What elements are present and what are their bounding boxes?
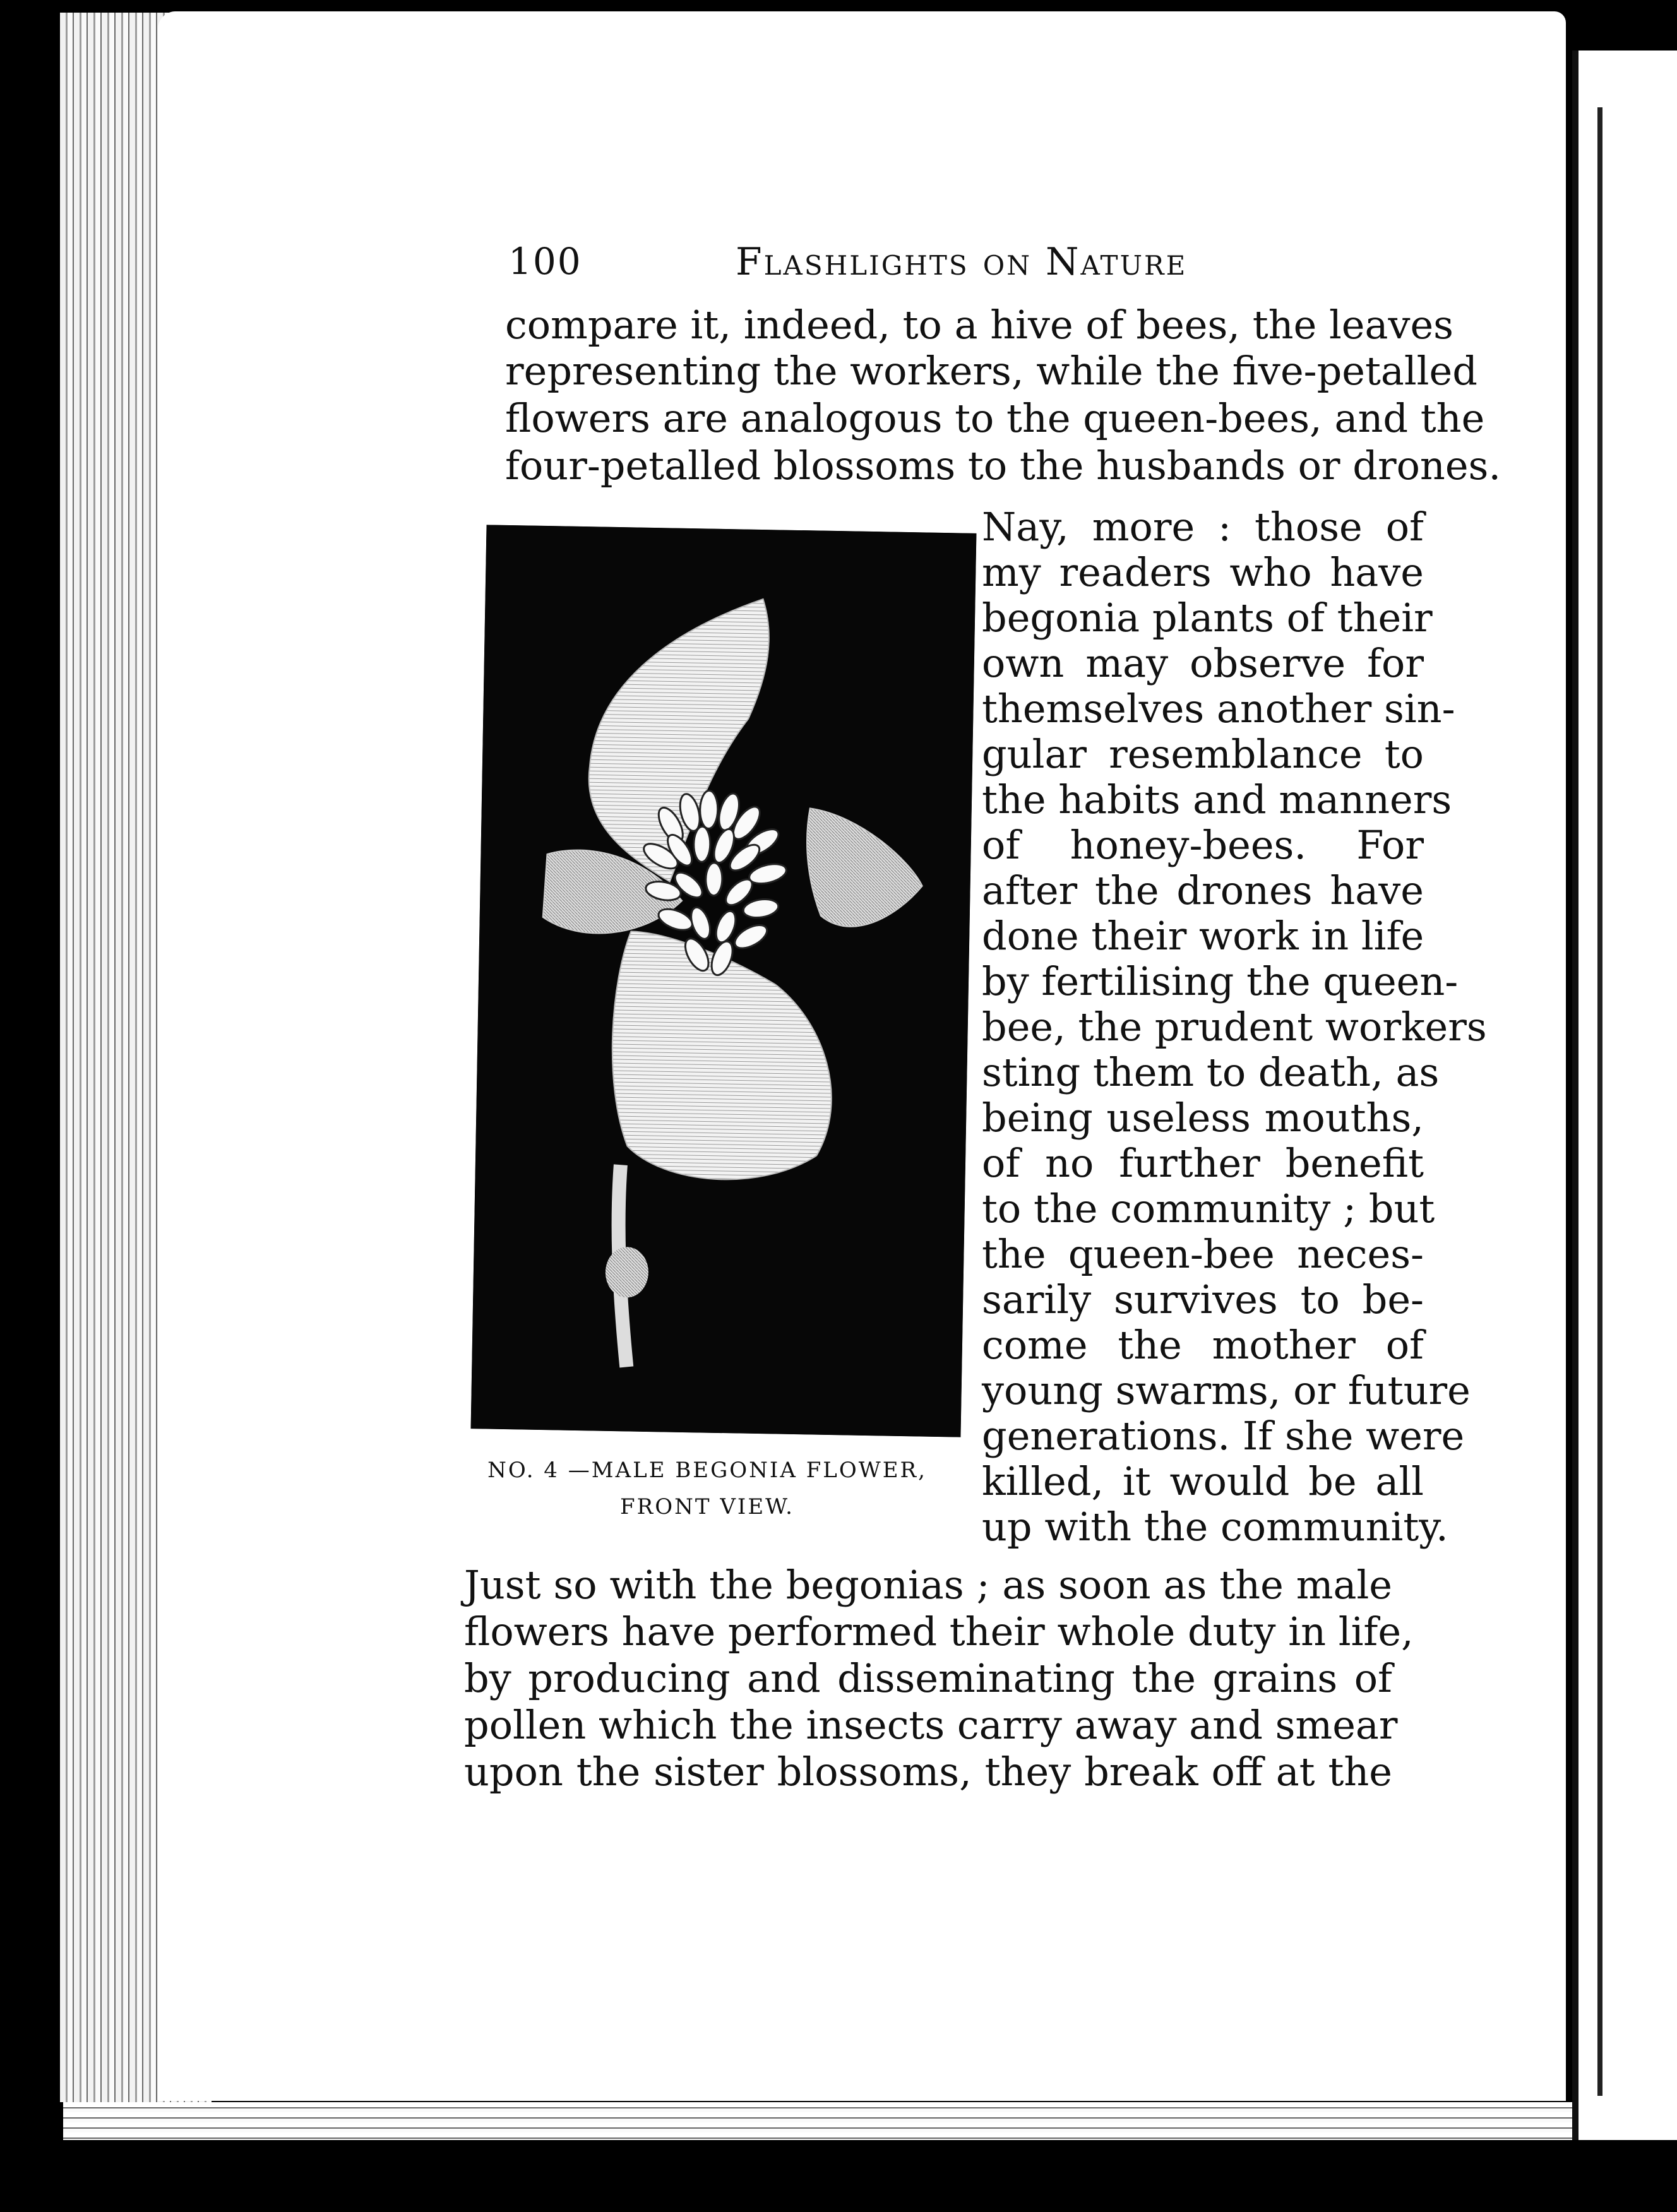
text-line: by fertilising the queen- bbox=[982, 958, 1459, 1004]
text-line: killed, it would be all bbox=[982, 1458, 1424, 1504]
text-line: being useless mouths, bbox=[982, 1095, 1424, 1141]
text-line: come the mother of bbox=[982, 1322, 1424, 1368]
text-line: compare it, indeed, to a hive of bees, the leaves bbox=[505, 302, 1453, 348]
adjacent-page bbox=[1572, 51, 1677, 2140]
text-line: the habits and manners bbox=[982, 776, 1452, 823]
text-line: done their work in life bbox=[982, 913, 1424, 959]
text-line: themselves another sin- bbox=[982, 686, 1455, 732]
text-line: representing the workers, while the five-petalled bbox=[505, 348, 1477, 394]
caption-line: FRONT VIEW. bbox=[620, 1494, 794, 1519]
text-line: begonia plants of their bbox=[982, 595, 1433, 641]
running-title: Flashlights on Nature bbox=[736, 240, 1188, 284]
page-edge-bottom bbox=[63, 2102, 1604, 2140]
figure-caption bbox=[467, 1452, 947, 1525]
text-line: of honey-bees. For bbox=[982, 822, 1424, 868]
text-line: flowers are analogous to the queen-bees, and the bbox=[505, 395, 1485, 441]
text-line: gular resemblance to bbox=[982, 731, 1424, 777]
text-line: the queen-bee neces- bbox=[982, 1231, 1424, 1277]
text-line: sarily survives to be- bbox=[982, 1276, 1424, 1323]
text-line: generations. If she were bbox=[982, 1413, 1465, 1459]
gutter-shadow bbox=[1597, 107, 1602, 2096]
text-line: of no further benefit bbox=[982, 1140, 1424, 1186]
page-number: 100 bbox=[508, 240, 582, 283]
begonia-flower-illustration bbox=[471, 525, 977, 1437]
text-line: by producing and disseminating the grains of bbox=[464, 1655, 1392, 1701]
text-line: Nay, more : those of bbox=[982, 504, 1424, 550]
text-line: bee, the prudent workers bbox=[982, 1004, 1487, 1050]
text-line: pollen which the insects carry away and smear bbox=[464, 1702, 1398, 1748]
text-line: Just so with the begonias ; as soon as the male bbox=[464, 1562, 1392, 1608]
text-line: young swarms, or future bbox=[982, 1367, 1471, 1413]
caption-line: NO. 4 —MALE BEGONIA FLOWER, bbox=[487, 1458, 927, 1483]
text-line: sting them to death, as bbox=[982, 1049, 1440, 1095]
text-line: up with the community. bbox=[982, 1504, 1448, 1550]
text-line: to the community ; but bbox=[982, 1186, 1435, 1232]
text-line: upon the sister blossoms, they break off at the bbox=[464, 1749, 1392, 1795]
text-line: flowers have performed their whole duty in life, bbox=[464, 1608, 1414, 1655]
running-header bbox=[508, 240, 1228, 284]
text-line: my readers who have bbox=[982, 549, 1424, 595]
text-line: own may observe for bbox=[982, 640, 1424, 686]
text-line: after the drones have bbox=[982, 867, 1424, 913]
text-line: four-petalled blossoms to the husbands or drones. bbox=[505, 443, 1501, 489]
